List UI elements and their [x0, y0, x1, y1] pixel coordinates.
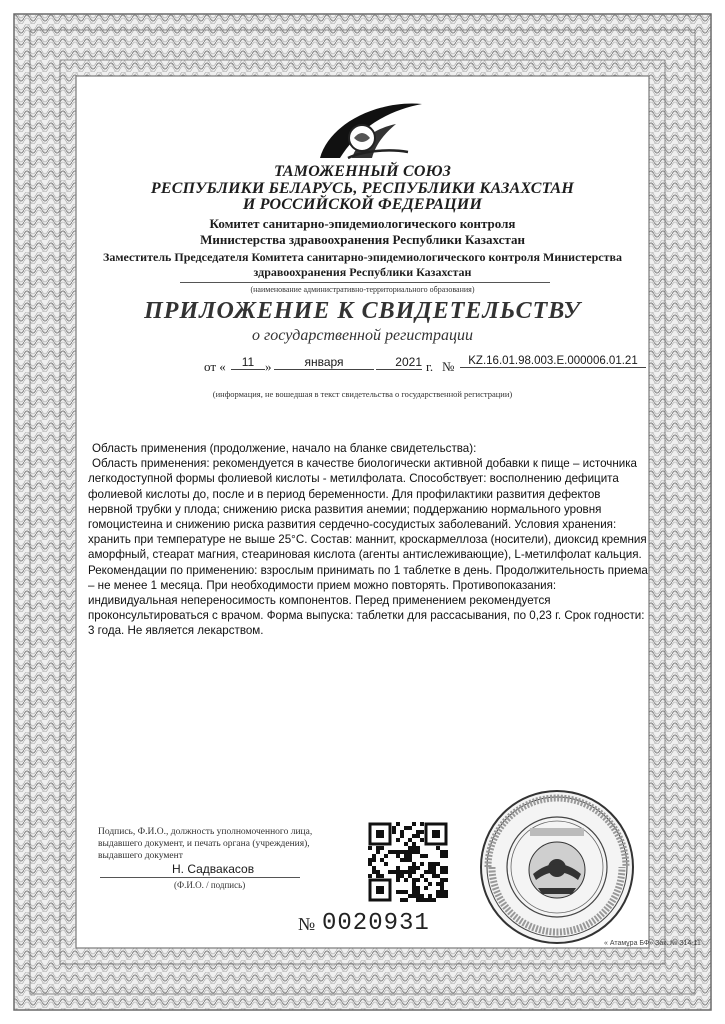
- qr-module: [412, 822, 416, 826]
- registration-number: KZ.16.01.98.003.Е.000006.01.21: [460, 355, 646, 368]
- qr-module: [400, 850, 404, 854]
- qr-module: [416, 878, 420, 882]
- union-title-line2: РЕСПУБЛИКИ БЕЛАРУСЬ, РЕСПУБЛИКИ КАЗАХСТАН: [150, 180, 575, 197]
- qr-module: [372, 870, 376, 874]
- customs-union-emblem: [300, 92, 430, 164]
- qr-module: [432, 898, 436, 902]
- qr-module: [396, 838, 400, 842]
- qr-module: [444, 894, 448, 898]
- qr-module: [400, 870, 404, 874]
- qr-module: [420, 822, 424, 826]
- committee-line1: Комитет санитарно-эпидемиологического контроля: [209, 216, 516, 231]
- qr-module: [376, 846, 380, 850]
- date-month: января: [274, 355, 374, 370]
- qr-module: [408, 846, 412, 850]
- qr-module: [408, 858, 412, 862]
- qr-module: [440, 850, 444, 854]
- qr-module: [408, 854, 412, 858]
- qr-module: [440, 890, 444, 894]
- qr-module: [372, 866, 376, 870]
- qr-module: [412, 846, 416, 850]
- qr-module: [392, 826, 396, 830]
- qr-module: [372, 854, 376, 858]
- signature-underline: [100, 877, 300, 878]
- qr-module: [404, 890, 408, 894]
- qr-module: [396, 890, 400, 894]
- qr-module: [412, 834, 416, 838]
- qr-module: [396, 822, 400, 826]
- qr-module: [416, 834, 420, 838]
- qr-module: [408, 866, 412, 870]
- qr-module: [412, 862, 416, 866]
- qr-module: [404, 898, 408, 902]
- signature-caption: (Ф.И.О. / подпись): [174, 880, 246, 890]
- qr-module: [412, 890, 416, 894]
- qr-module: [416, 890, 420, 894]
- qr-module: [428, 894, 432, 898]
- signature-block: [98, 826, 312, 862]
- qr-module: [388, 870, 392, 874]
- qr-module: [412, 870, 416, 874]
- qr-module: [444, 850, 448, 854]
- qr-module: [436, 862, 440, 866]
- qr-module: [424, 886, 428, 890]
- qr-module: [404, 842, 408, 846]
- qr-module: [396, 874, 400, 878]
- qr-module: [412, 842, 416, 846]
- qr-module: [416, 886, 420, 890]
- qr-module: [372, 858, 376, 862]
- qr-module: [416, 850, 420, 854]
- qr-module: [444, 866, 448, 870]
- qr-module: [412, 886, 416, 890]
- qr-module: [404, 854, 408, 858]
- qr-module: [424, 854, 428, 858]
- date-year: 2021: [376, 355, 422, 370]
- qr-module: [408, 894, 412, 898]
- qr-module: [396, 878, 400, 882]
- qr-module: [420, 862, 424, 866]
- document-title: ПРИЛОЖЕНИЕ К СВИДЕТЕЛЬСТВУ: [144, 298, 581, 324]
- qr-module: [408, 870, 412, 874]
- qr-module: [420, 894, 424, 898]
- qr-module: [412, 878, 416, 882]
- qr-module: [408, 874, 412, 878]
- document-subtitle: о государственной регистрации: [252, 327, 473, 344]
- qr-module: [428, 882, 432, 886]
- qr-module: [428, 866, 432, 870]
- qr-module: [428, 862, 432, 866]
- qr-module: [444, 854, 448, 858]
- qr-module: [400, 858, 404, 862]
- qr-module: [368, 846, 372, 850]
- qr-module: [384, 854, 388, 858]
- application-body: [88, 441, 648, 639]
- deputy-line2: здравоохранения Республики Казахстан: [253, 265, 472, 279]
- printer-note: « Атамұра БФ» Зак. № 314-11: [604, 940, 701, 947]
- qr-module: [376, 850, 380, 854]
- date-number-line: [204, 355, 654, 377]
- signature-line3: выдавшего документ: [98, 851, 183, 861]
- qr-module: [420, 838, 424, 842]
- qr-module: [404, 870, 408, 874]
- qr-module: [420, 898, 424, 902]
- date-year-suffix: г.: [426, 359, 434, 374]
- qr-module: [432, 862, 436, 866]
- qr-module: [404, 826, 408, 830]
- qr-module: [400, 830, 404, 834]
- qr-module: [400, 874, 404, 878]
- qr-module: [436, 882, 440, 886]
- qr-module: [396, 866, 400, 870]
- date-from-label: от «: [204, 359, 226, 374]
- qr-module: [436, 874, 440, 878]
- qr-module: [400, 898, 404, 902]
- qr-module: [376, 874, 380, 878]
- qr-module: [440, 878, 444, 882]
- committee-line2: Министерства здравоохранения Республики Казахстан: [200, 232, 525, 247]
- qr-module: [432, 870, 436, 874]
- qr-module: [408, 850, 412, 854]
- qr-module: [384, 862, 388, 866]
- number-label: №: [442, 359, 455, 374]
- authority-underline: [180, 282, 550, 283]
- qr-module: [432, 874, 436, 878]
- qr-module: [416, 846, 420, 850]
- qr-module: [408, 838, 412, 842]
- signatory-name: Н. Садвакасов: [172, 862, 255, 876]
- qr-module: [408, 826, 412, 830]
- form-number-symbol: №: [298, 914, 316, 934]
- qr-module: [416, 866, 420, 870]
- authority-caption: (наименование административно-территориального образования): [250, 285, 475, 294]
- qr-module: [376, 870, 380, 874]
- qr-module: [416, 898, 420, 902]
- qr-module: [444, 878, 448, 882]
- qr-module: [436, 894, 440, 898]
- qr-module: [396, 854, 400, 858]
- union-title-line3: И РОССИЙСКОЙ ФЕДЕРАЦИИ: [242, 196, 483, 213]
- qr-module: [404, 858, 408, 862]
- qr-module: [392, 830, 396, 834]
- qr-module: [404, 878, 408, 882]
- qr-module: [436, 890, 440, 894]
- qr-module: [444, 870, 448, 874]
- qr-module: [368, 862, 372, 866]
- qr-module: [404, 850, 408, 854]
- qr-module: [416, 894, 420, 898]
- qr-module: [380, 858, 384, 862]
- qr-module: [400, 890, 404, 894]
- qr-module: [440, 870, 444, 874]
- form-number-value: 0020931: [322, 910, 430, 937]
- qr-module: [380, 874, 384, 878]
- date-close-quote: »: [265, 359, 272, 374]
- qr-module: [392, 850, 396, 854]
- qr-module: [368, 858, 372, 862]
- qr-module: [440, 854, 444, 858]
- qr-module: [424, 898, 428, 902]
- qr-module: [444, 890, 448, 894]
- qr-module: [440, 886, 444, 890]
- qr-module: [412, 850, 416, 854]
- qr-module: [420, 830, 424, 834]
- body-paragraph-main: Область применения: рекомендуется в качестве биологически активной добавки к пище – источника легкодоступной формы фолиевой кислоты - метилфолата. Способствует: восполнению дефицита фолиевой кислоты до, после и в период беременности. Для профилактики развития дефектов нервной трубки у плода; снижению риска развития анемии; поддержанию нормального уровня гомоцистеина и снижению риска развития сердечно-сосудистых заболеваний. Условия хранения: хранить при температуре не выше 25°С. Состав: маннит, кроскармеллоза (носители), диоксид кремния аморфный, стеарат магния, стеариновая кислота (агенты антислеживающие), L-метилфолат кальция. Рекомендации по применению: взрослым принимать по 1 таблетке в день. Продолжительность приема – не менее 1 месяца. При необходимости прием можно повторять. Противопоказания: индивидуальная непереносимость компонентов. Перед применением рекомендуется проконсультироваться с врачом. Форма выпуска: таблетки для рассасывания, по 0,23 г. Срок годности: 3 года. Не является лекарством.: [88, 457, 648, 638]
- qr-module: [420, 874, 424, 878]
- signature-line1: Подпись, Ф.И.О., должность уполномоченного лица,: [98, 827, 313, 837]
- qr-module: [440, 866, 444, 870]
- qr-module: [368, 874, 372, 878]
- body-paragraph-intro: Область применения (продолжение, начало на бланке свидетельства):: [92, 442, 477, 455]
- qr-module: [388, 850, 392, 854]
- qr-module: [440, 882, 444, 886]
- qr-code: [368, 822, 448, 902]
- qr-module: [440, 894, 444, 898]
- date-day: 11: [231, 355, 265, 370]
- qr-module: [436, 846, 440, 850]
- qr-module: [424, 878, 428, 882]
- qr-module: [412, 882, 416, 886]
- qr-module: [412, 866, 416, 870]
- qr-module: [428, 870, 432, 874]
- info-caption: (информация, не вошедшая в текст свидетельства о государственной регистрации): [212, 389, 513, 399]
- union-title-line1: ТАМОЖЕННЫЙ СОЮЗ: [273, 163, 452, 180]
- qr-module: [428, 898, 432, 902]
- qr-module: [424, 870, 428, 874]
- qr-module: [420, 854, 424, 858]
- qr-module: [432, 866, 436, 870]
- qr-module: [416, 830, 420, 834]
- qr-module: [396, 870, 400, 874]
- signature-line2: выдавшего документ, и печать органа (учреждения),: [98, 839, 310, 849]
- qr-module: [412, 894, 416, 898]
- deputy-line1: Заместитель Председателя Комитета санитарно-эпидемиологического контроля Министерства: [102, 250, 622, 264]
- qr-module: [400, 834, 404, 838]
- qr-module: [392, 870, 396, 874]
- qr-module: [380, 846, 384, 850]
- official-seal: [478, 788, 636, 946]
- qr-module: [396, 850, 400, 854]
